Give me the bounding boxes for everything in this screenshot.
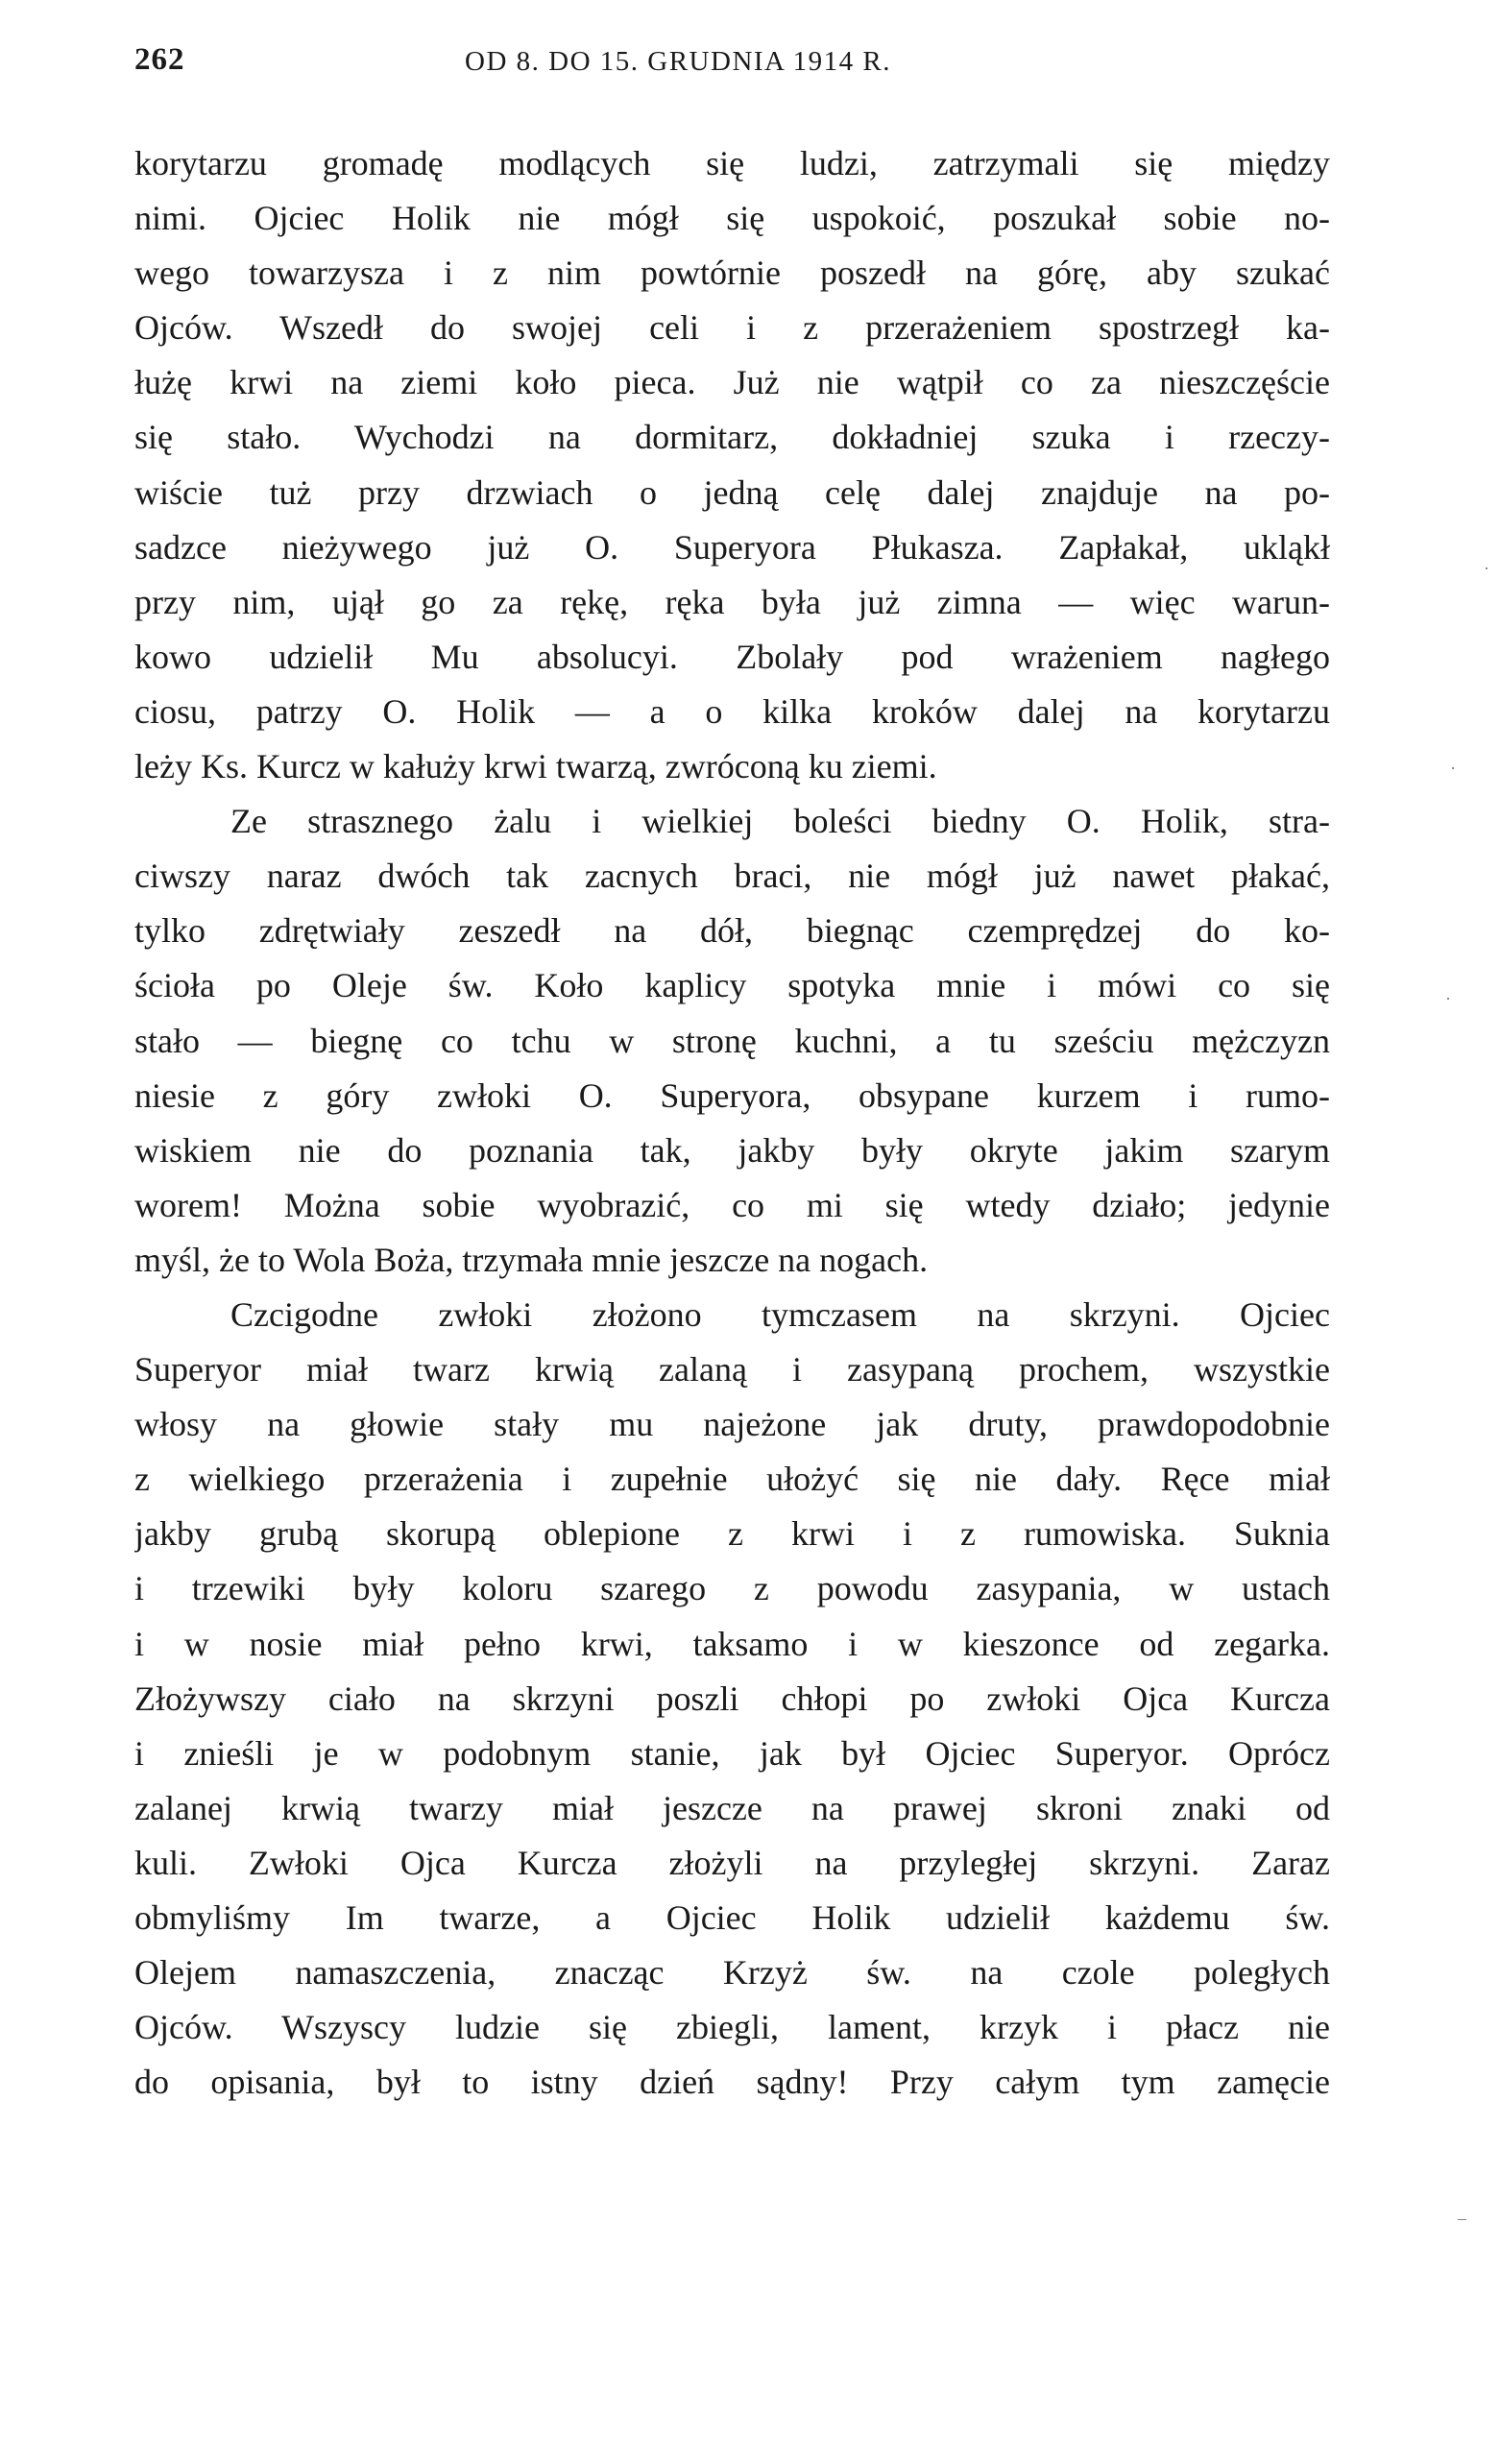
text-line: wego towarzysza i z nim powtórnie poszedł na górę, aby szukać <box>134 254 1330 293</box>
text-line: przy nim, ujął go za rękę, ręka była już zimna — więc warun- <box>134 582 1330 621</box>
text-line: myśl, że to Wola Boża, trzymała mnie jeszcze na nogach. <box>134 1240 929 1279</box>
text-line: się stało. Wychodzi na dormitarz, dokładniej szuka i rzeczy- <box>134 418 1330 457</box>
text-line: Ojców. Wszyscy ludzie się zbiegli, lament, krzyk i płacz nie <box>134 2008 1330 2047</box>
body-text <box>134 136 1330 2110</box>
margin-speck: · <box>1484 559 1489 578</box>
text-line: i w nosie miał pełno krwi, taksamo i w kieszonce od zegarka. <box>134 1624 1330 1663</box>
text-line: do opisania, był to istny dzień sądny! Przy całym tym zamęcie <box>134 2063 1330 2102</box>
paragraph-start-line: Czcigodne zwłoki złożono tymczasem na skrzyni. Ojciec <box>230 1294 1330 1334</box>
text-line: Superyor miał twarz krwią zalaną i zasypaną prochem, wszystkie <box>134 1350 1330 1389</box>
text-line: sadzce nieżywego już O. Superyora Płukasza. Zapłakał, ukląkł <box>134 527 1330 567</box>
text-line: worem! Można sobie wyobrazić, co mi się wtedy działo; jedynie <box>134 1185 1330 1224</box>
margin-speck: · <box>1445 989 1451 1008</box>
text-line: Ojców. Wszedł do swojej celi i z przerażeniem spostrzegł ka- <box>134 308 1330 348</box>
text-line: kowo udzielił Mu absolucyi. Zbolały pod wrażeniem nagłego <box>134 637 1330 676</box>
page-header <box>134 42 1330 88</box>
text-line: jakby grubą skorupą oblepione z krwi i z rumowiska. Suknia <box>134 1514 1330 1554</box>
text-line: niesie z góry zwłoki O. Superyora, obsypane kurzem i rumo- <box>134 1075 1330 1115</box>
paragraph-start-line: Ze strasznego żalu i wielkiej boleści biedny O. Holik, stra- <box>230 802 1330 841</box>
text-line: korytarzu gromadę modlących się ludzi, zatrzymali się między <box>134 144 1330 182</box>
text-line: ciwszy naraz dwóch tak zacnych braci, nie mógł już nawet płakać, <box>134 857 1330 896</box>
text-line: włosy na głowie stały mu najeżone jak druty, prawdopodobnie <box>134 1405 1330 1444</box>
text-line: obmyliśmy Im twarze, a Ojciec Holik udzielił każdemu św. <box>134 1898 1330 1937</box>
running-head: OD 8. DO 15. GRUDNIA 1914 R. <box>465 46 891 77</box>
text-line: kuli. Zwłoki Ojca Kurcza złożyli na przyległej skrzyni. Zaraz <box>134 1843 1330 1882</box>
text-line: z wielkiego przerażenia i zupełnie ułożyć się nie dały. Ręce miał <box>134 1460 1330 1499</box>
text-line: tylko zdrętwiały zeszedł na dół, biegnąc czemprędzej do ko- <box>134 911 1330 951</box>
text-line: Złożywszy ciało na skrzyni poszli chłopi po zwłoki Ojca Kurcza <box>134 1679 1330 1718</box>
margin-speck: · <box>1450 759 1456 778</box>
text-line: ciosu, patrzy O. Holik — a o kilka kroków dalej na korytarzu <box>134 691 1330 731</box>
text-line: wiskiem nie do poznania tak, jakby były okryte jakim szarym <box>134 1130 1330 1170</box>
text-line: nimi. Ojciec Holik nie mógł się uspokoić, poszukał sobie no- <box>134 199 1330 238</box>
text-line: stało — biegnę co tchu w stronę kuchni, a tu sześciu mężczyzn <box>134 1021 1330 1060</box>
text-line: leży Ks. Kurcz w kałuży krwi twarzą, zwróconą ku ziemi. <box>134 747 937 786</box>
text-line: i trzewiki były koloru szarego z powodu zasypania, w ustach <box>134 1569 1330 1608</box>
margin-speck: – <box>1458 2209 1466 2228</box>
text-line: Olejem namaszczenia, znacząc Krzyż św. na czole poległych <box>134 1953 1330 1993</box>
page-number: 262 <box>134 42 185 77</box>
text-line: łużę krwi na ziemi koło pieca. Już nie wątpił co za nieszczęście <box>134 363 1330 402</box>
text-line: zalanej krwią twarzy miał jeszcze na prawej skroni znaki od <box>134 1788 1330 1827</box>
text-line: wiście tuż przy drzwiach o jedną celę dalej znajduje na po- <box>134 472 1330 512</box>
text-line: ścioła po Oleje św. Koło kaplicy spotyka mnie i mówi co się <box>134 966 1330 1005</box>
text-line: i znieśli je w podobnym stanie, jak był Ojciec Superyor. Oprócz <box>134 1733 1330 1773</box>
